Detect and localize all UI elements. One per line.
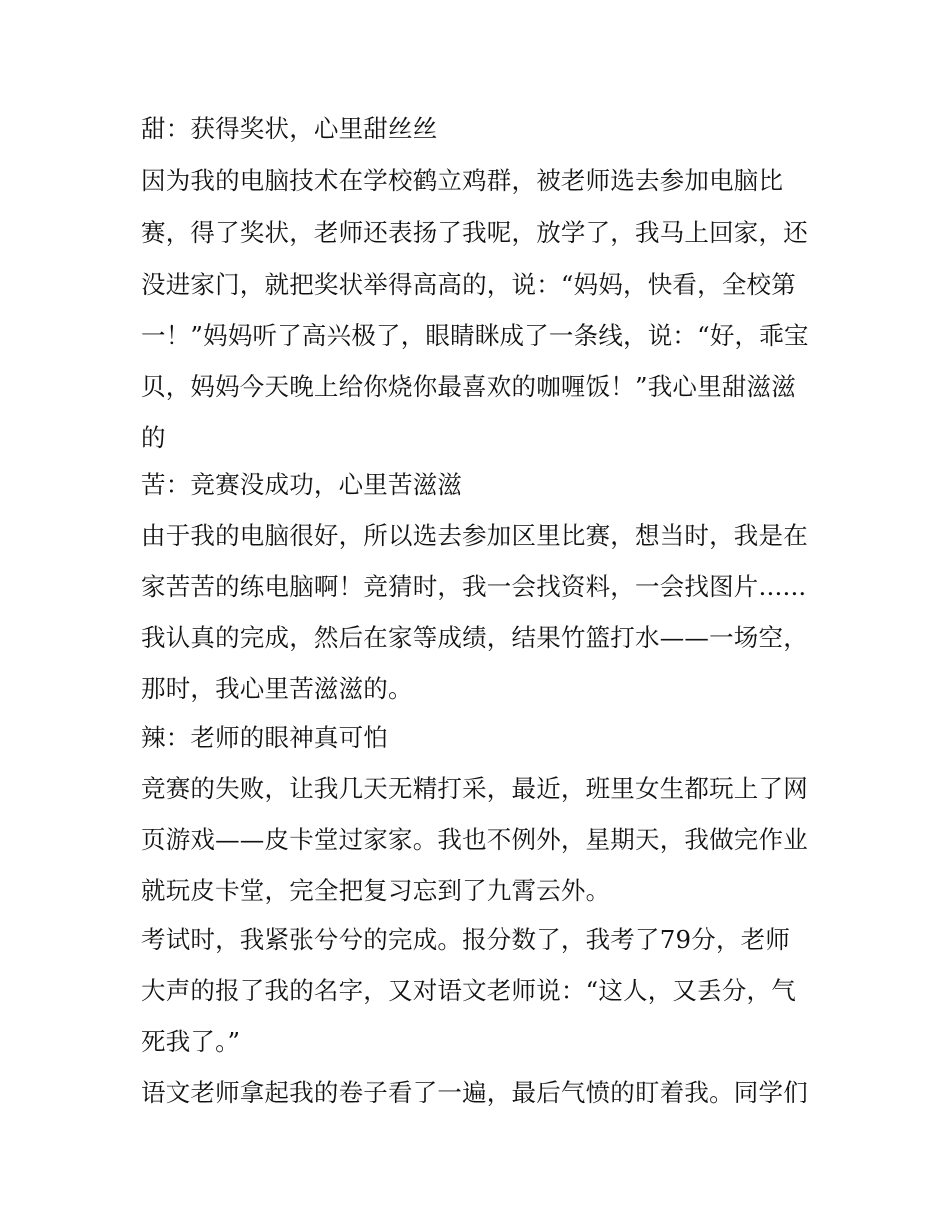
paragraph-line: 没进家门，就把奖状举得高高的，说：“妈妈，快看，全校第	[141, 270, 796, 299]
paragraph-line: 大声的报了我的名字，又对语文老师说：“这人，又丢分，气	[141, 976, 796, 1005]
section-heading-sweet: 甜：获得奖状，心里甜丝丝	[141, 114, 438, 143]
section-heading-spicy: 辣：老师的眼神真可怕	[141, 723, 388, 752]
paragraph-line: 贝，妈妈今天晚上给你烧你最喜欢的咖喱饭！”我心里甜滋滋	[141, 372, 796, 401]
paragraph-line: 考试时，我紧张兮兮的完成。报分数了，我考了79分，老师	[141, 925, 791, 954]
paragraph-line: 由于我的电脑很好，所以选去参加区里比赛，想当时，我是在	[141, 521, 808, 550]
paragraph-line: 家苦苦的练电脑啊！竞猜时，我一会找资料，一会找图片......	[141, 572, 807, 601]
paragraph-line: 的	[141, 423, 166, 452]
paragraph-line: 就玩皮卡堂，完全把复习忘到了九霄云外。	[141, 876, 611, 905]
paragraph-line: 我认真的完成，然后在家等成绩，结果竹篮打水——一场空，	[141, 623, 808, 652]
paragraph-line: 因为我的电脑技术在学校鹤立鸡群，被老师选去参加电脑比	[141, 166, 784, 195]
paragraph-line: 死我了。”	[141, 1027, 241, 1056]
paragraph-line: 一！”妈妈听了高兴极了，眼睛眯成了一条线，说：“好，乖宝	[141, 321, 809, 350]
paragraph-line: 页游戏——皮卡堂过家家。我也不例外，星期天，我做完作业	[141, 825, 808, 854]
paragraph-line: 语文老师拿起我的卷子看了一遍，最后气愤的盯着我。同学们	[141, 1078, 808, 1107]
paragraph-line: 竞赛的失败，让我几天无精打采，最近，班里女生都玩上了网	[141, 774, 808, 803]
section-heading-bitter: 苦：竞赛没成功，心里苦滋滋	[141, 470, 463, 499]
paragraph-line: 那时，我心里苦滋滋的。	[141, 674, 413, 703]
paragraph-line: 赛，得了奖状，老师还表扬了我呢，放学了，我马上回家，还	[141, 218, 808, 247]
